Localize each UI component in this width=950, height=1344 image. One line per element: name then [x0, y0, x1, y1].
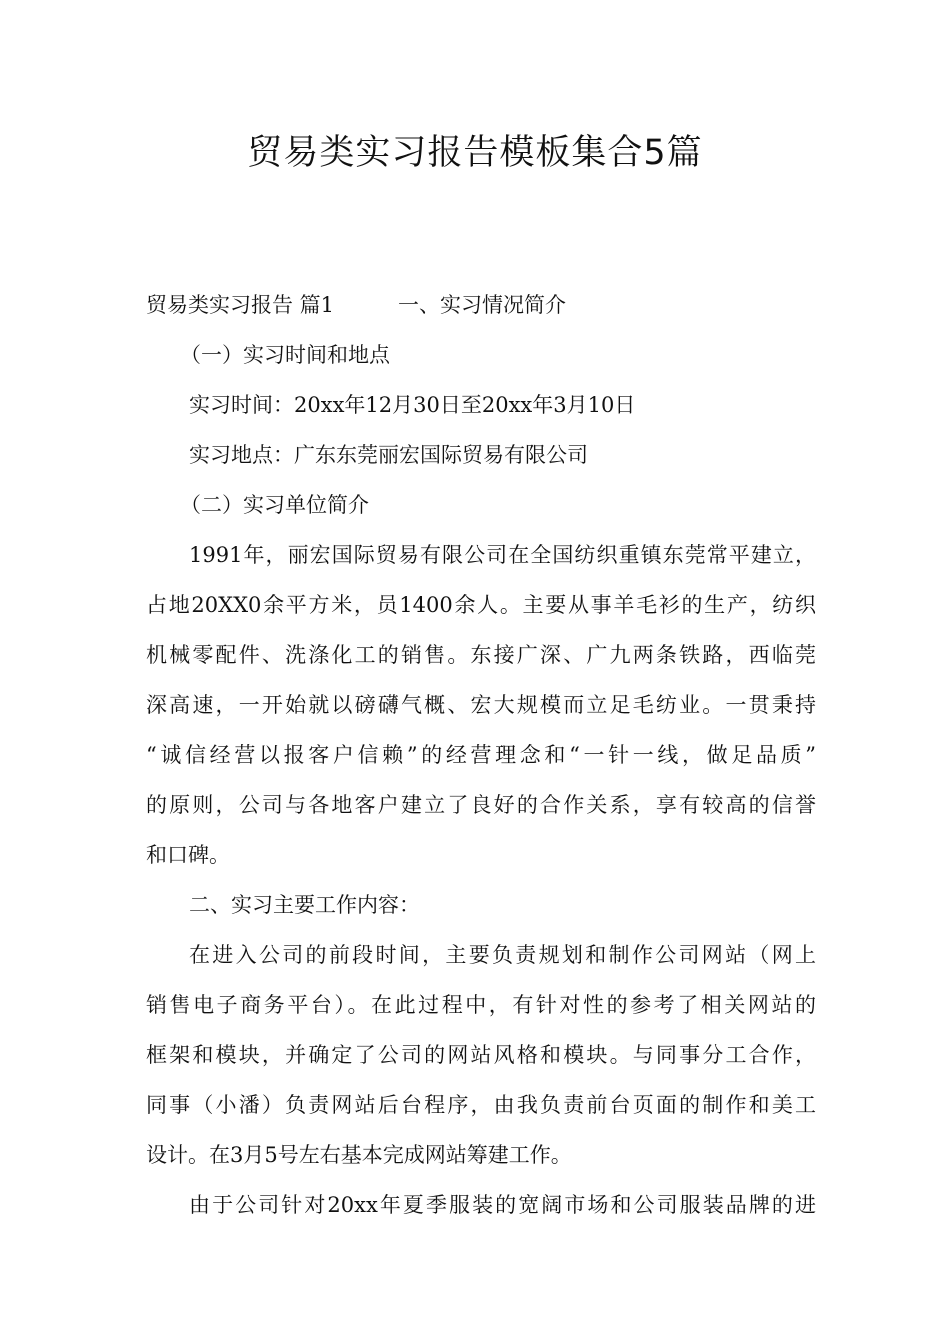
- paragraph-line: 和口碑。: [146, 843, 230, 867]
- section-heading-work: 二、实习主要工作内容：: [189, 893, 420, 917]
- paragraph-line: 1991年，丽宏国际贸易有限公司在全国纺织重镇东莞常平建立，: [189, 543, 816, 567]
- paragraph-line: 由于公司针对20xx年夏季服装的宽阔市场和公司服装品牌的进: [189, 1193, 816, 1217]
- paragraph-line: 在进入公司的前段时间，主要负责规划和制作公司网站（网上: [189, 943, 816, 967]
- subheading-time-place: （一）实习时间和地点: [180, 343, 390, 367]
- section-heading-line: [146, 280, 816, 330]
- internship-place: 实习地点：广东东莞丽宏国际贸易有限公司: [189, 443, 588, 467]
- document-body: [146, 280, 816, 1230]
- paragraph-line: 机械零配件、洗涤化工的销售。东接广深、广九两条铁路，西临莞: [146, 643, 816, 667]
- report-label: 贸易类实习报告 篇1: [146, 293, 335, 317]
- subheading-company: （二）实习单位简介: [180, 493, 369, 517]
- paragraph-line: 设计。在3月5号左右基本完成网站筹建工作。: [146, 1143, 572, 1167]
- section-heading: 一、实习情况简介: [398, 293, 567, 317]
- paragraph-line: 深高速，一开始就以磅礴气概、宏大规模而立足毛纺业。一贯秉持: [146, 693, 816, 717]
- paragraph-line: 的原则，公司与各地客户建立了良好的合作关系，享有较高的信誉: [146, 793, 816, 817]
- paragraph-line: 框架和模块，并确定了公司的网站风格和模块。与同事分工合作，: [146, 1043, 816, 1067]
- paragraph-line: 销售电子商务平台）。在此过程中，有针对性的参考了相关网站的: [146, 993, 816, 1017]
- paragraph-line: 占地20XX0余平方米，员1400余人。主要从事羊毛衫的生产，纺织: [146, 593, 816, 617]
- document-title: 贸易类实习报告模板集合5篇: [247, 133, 703, 173]
- internship-time: 实习时间：20xx年12月30日至20xx年3月10日: [189, 393, 636, 417]
- paragraph-line: “诚信经营以报客户信赖”的经营理念和“一针一线，做足品质”: [146, 743, 816, 767]
- paragraph-line: 同事（小潘）负责网站后台程序，由我负责前台页面的制作和美工: [146, 1093, 816, 1117]
